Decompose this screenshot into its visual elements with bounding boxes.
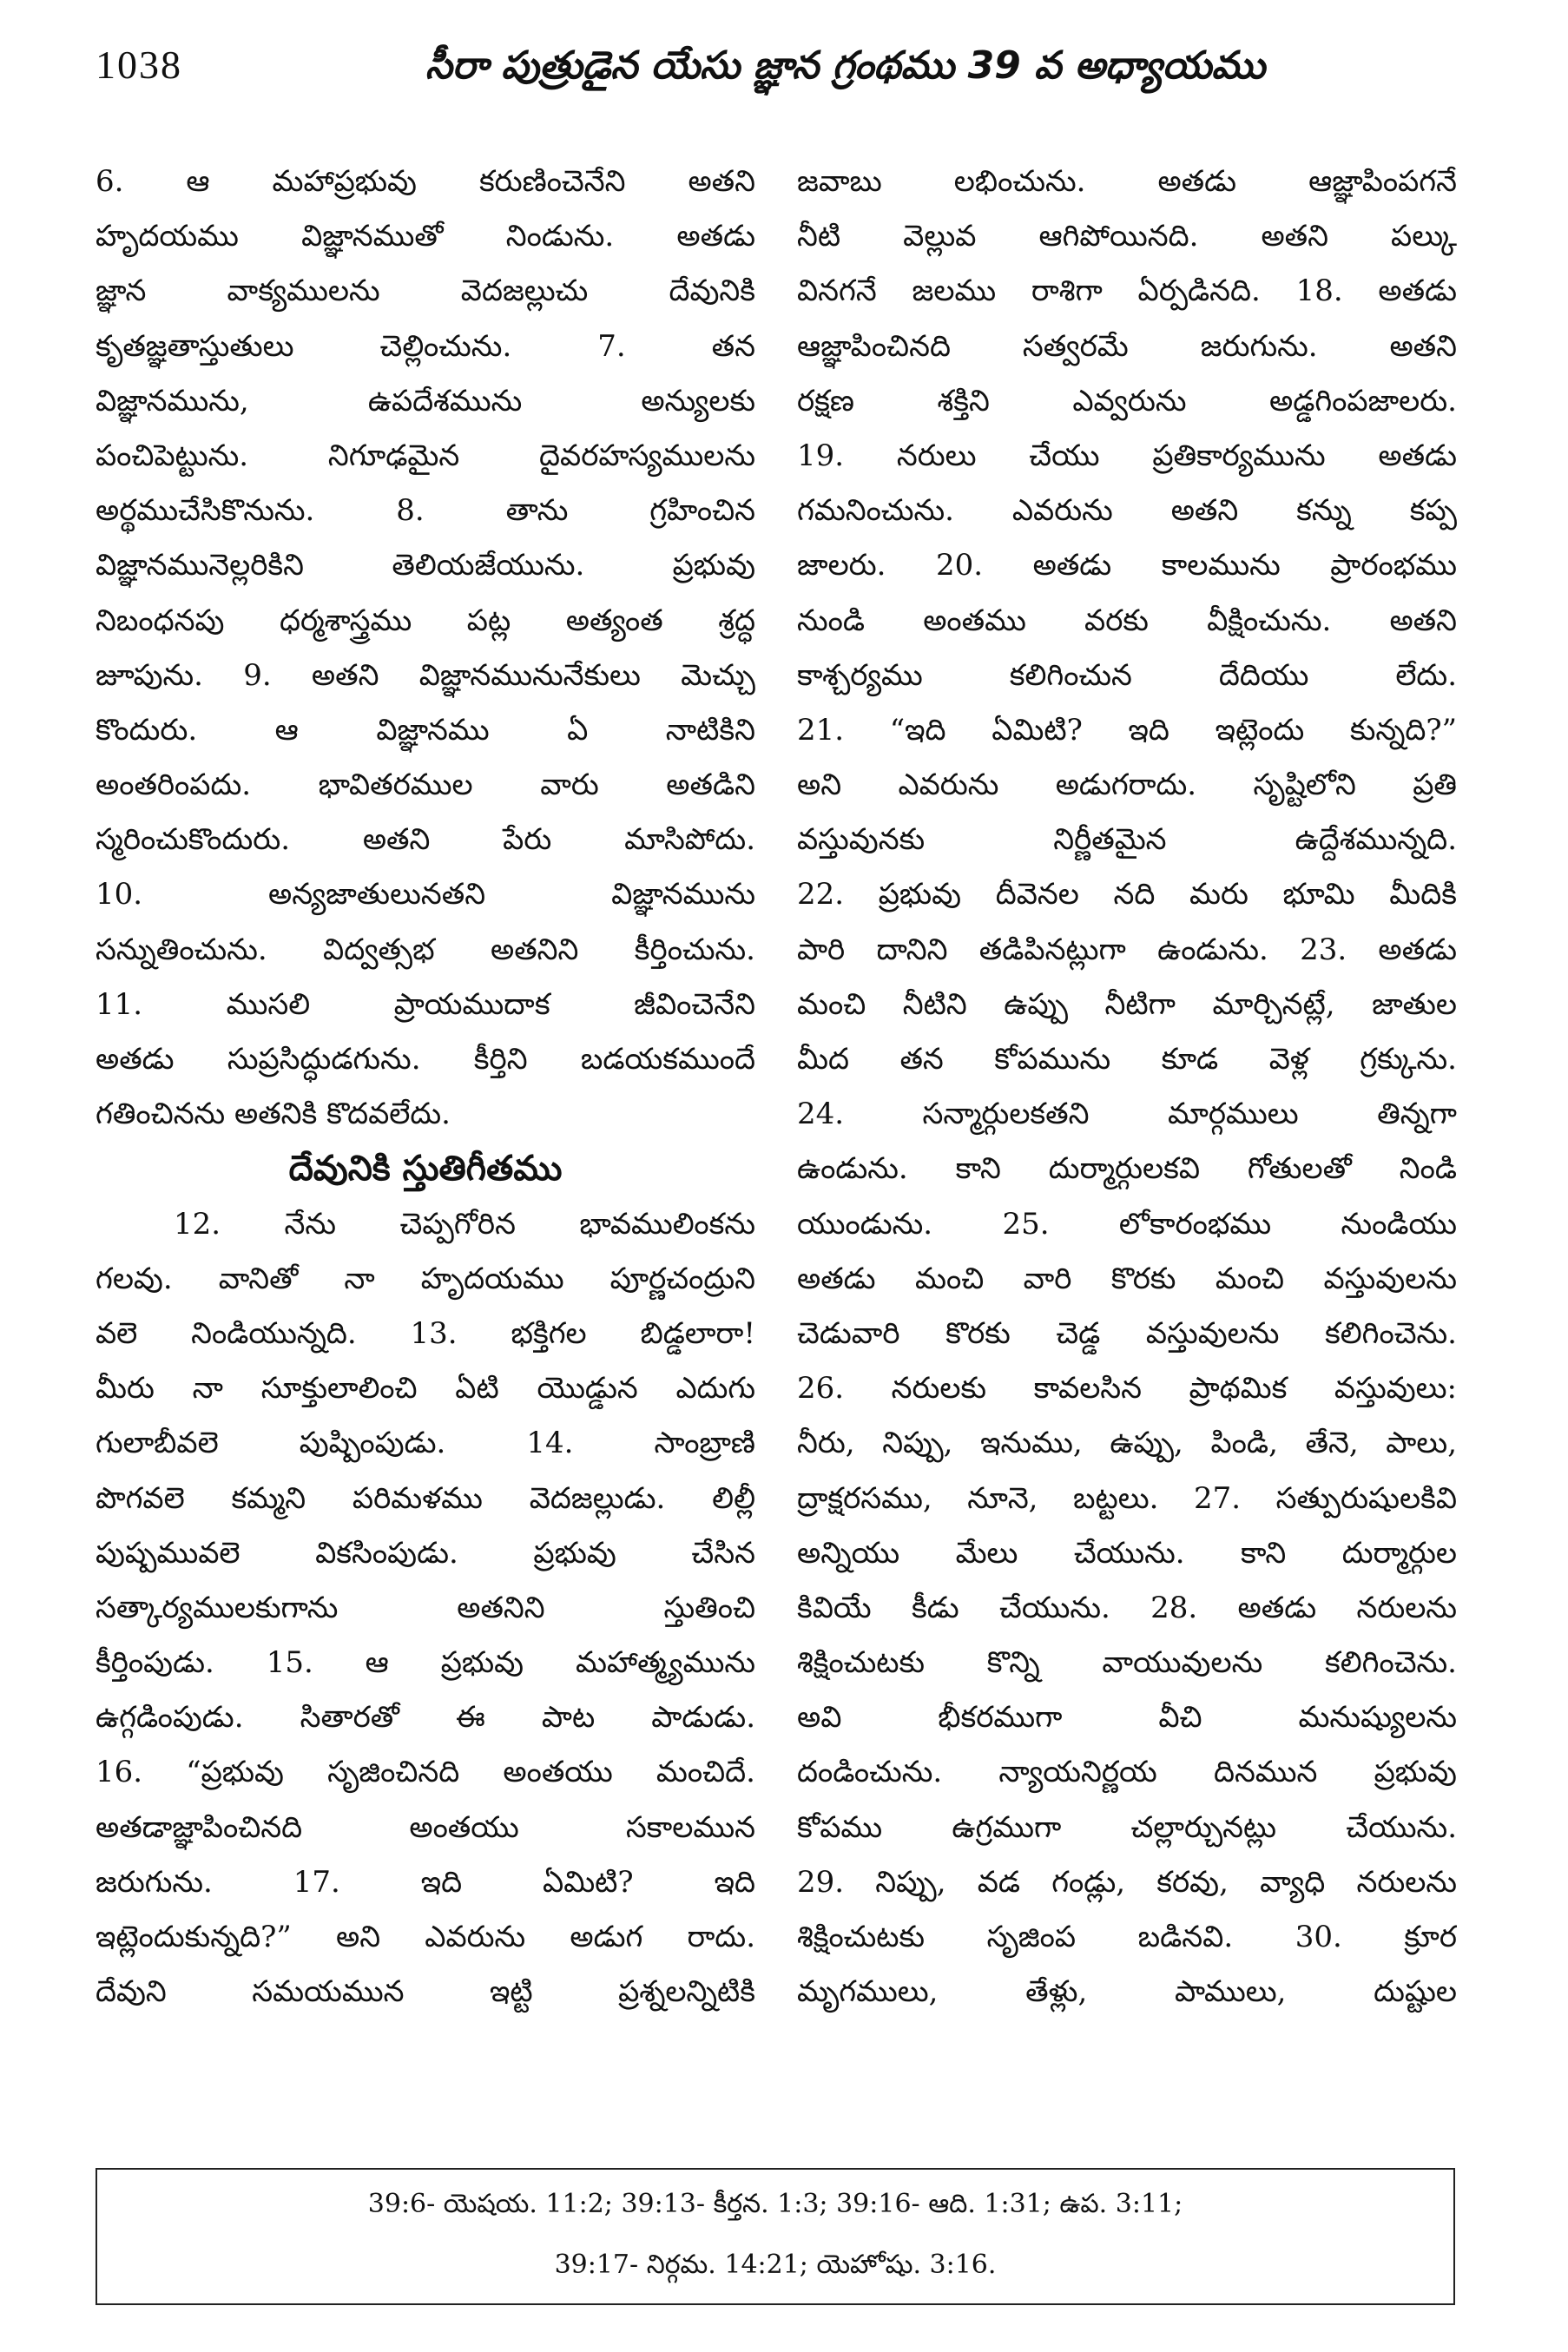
text-line: కివియే కీడు చేయును. 28. అతడు నరులను [797,1590,1457,1625]
text-line: మృగములు, తేళ్లు, పాములు, దుష్టుల [797,1974,1457,2010]
text-line: జూపును. 9. అతని విజ్ఞానమునునేకులు మెచ్చు [96,657,755,693]
text-line: పంచిపెట్టును. నిగూఢమైన దైవరహస్యములను [96,438,755,473]
text-line: కొందురు. ఆ విజ్ఞానము ఏ నాటికిని [96,712,755,748]
text-line: గులాబీవలె పుష్పింపుడు. 14. సాంబ్రాణి [96,1426,755,1461]
text-line: సత్కార్యములకుగాను అతనిని స్తుతించి [96,1590,755,1625]
text-line: 6. ఆ మహాప్రభువు కరుణించెనేని అతని [96,164,755,199]
text-line: సన్నుతించును. విద్వత్సభ అతనిని కీర్తించును. [96,932,755,967]
text-line: అతడు సుప్రసిద్ధుడగును. కీర్తిని బడయకముందే [96,1042,755,1077]
text-line: అని ఎవరును అడుగరాదు. సృష్టిలోని ప్రతి [797,768,1457,803]
text-line: అంతరింపదు. భావితరముల వారు అతడిని [96,768,755,803]
text-line: యుండును. 25. లోకారంభము నుండియు [797,1206,1457,1242]
text-line: పొగవలె కమ్మని పరిమళము వెదజల్లుడు. లిల్లీ [96,1480,755,1516]
text-line: 22. ప్రభువు దీవెనల నది మరు భూమి మీదికి [797,877,1457,912]
text-line: నీటి వెల్లువ ఆగిపోయినది. అతని పల్కు [797,219,1457,254]
text-line: మీద తన కోపమును కూడ వెళ్ల గ్రక్కును. [797,1042,1457,1077]
text-line: 16. “ప్రభువు సృజించినది అంతయు మంచిదే. [96,1755,755,1790]
text-line: 29. నిప్పు, వడ గండ్లు, కరవు, వ్యాధి నరులను [797,1864,1457,1900]
text-line: ద్రాక్షరసము, నూనె, బట్టలు. 27. సత్పురుషులకివి [797,1480,1457,1516]
footnote-line: 39:17- నిర్గమ. 14:21; యెహోషు. 3:16. [554,2250,997,2280]
text-line: కీర్తింపుడు. 15. ఆ ప్రభువు మహాత్మ్యమును [96,1645,755,1681]
footnote-line: 39:6- యెషయ. 11:2; 39:13- కీర్తన. 1:3; 39:16- ఆది. 1:31; ఉప. 3:11; [367,2189,1183,2219]
text-line: శిక్షించుటకు సృజింప బడినవి. 30. క్రూర [797,1920,1457,1954]
text-line: జరుగును. 17. ఇది ఏమిటి? ఇది [96,1864,755,1900]
text-line: చెడువారి కొరకు చెడ్డ వస్తువులను కలిగించెను. [797,1315,1457,1351]
text-line: జాలరు. 20. అతడు కాలమును ప్రారంభము [797,548,1457,583]
text-line: ఉగ్గడింపుడు. సితారతో ఈ పాట పాడుడు. [96,1700,755,1736]
text-line: అన్నియు మేలు చేయును. కాని దుర్మార్గుల [797,1535,1457,1571]
text-line: విజ్ఞానమును, ఉపదేశమును అన్యులకు [96,383,755,418]
text-line: 10. అన్యజాతులునతని విజ్ఞానమును [96,877,755,912]
footnote-box [96,2168,1455,2305]
text-line: మీరు నా సూక్తులాలించి ఏటి యొడ్డున ఎదుగు [96,1371,755,1407]
text-line: విజ్ఞానమునెల్లరికిని తెలియజేయును. ప్రభువు [96,548,755,583]
text-line: గలవు. వానితో నా హృదయము పూర్ణచంద్రుని [96,1261,755,1296]
text-line: అతడు మంచి వారి కొరకు మంచి వస్తువులను [797,1261,1457,1296]
page-number: 1038 [96,43,182,87]
text-line: ఇట్లెందుకున్నది?” అని ఎవరును అడుగ రాదు. [96,1920,755,1954]
text-line: దేవుని సమయమున ఇట్టి ప్రశ్నలన్నిటికి [96,1974,755,2010]
text-line: అర్థముచేసికొనును. 8. తాను గ్రహించిన [96,493,755,529]
text-line: మంచి నీటిని ఉప్పు నీటిగా మార్చినట్లే, జాతుల [797,986,1457,1022]
text-line: వినగనే జలము రాశిగా ఏర్పడినది. 18. అతడు [797,273,1457,309]
text-line: జ్ఞాన వాక్యములను వెదజల్లుచు దేవునికి [96,273,755,309]
text-line: అవి భీకరముగా వీచి మనుష్యులను [797,1700,1457,1736]
text-line: హృదయము విజ్ఞానముతో నిండును. అతడు [96,219,755,254]
text-line: జవాబు లభించును. అతడు ఆజ్ఞాపింపగనే [797,164,1457,199]
right-column [797,155,1457,2019]
text-line: శిక్షించుటకు కొన్ని వాయువులను కలిగించెను. [797,1645,1457,1681]
text-line: పారి దానిని తడిపినట్లుగా ఉండును. 23. అతడు [797,932,1457,967]
text-line: కాశ్చర్యము కలిగించున దేదియు లేదు. [797,657,1457,693]
text-line: కోపము ఉగ్రముగా చల్లార్చునట్లు చేయును. [797,1809,1457,1845]
text-line: 26. నరులకు కావలసిన ప్రాథమిక వస్తువులు: [797,1371,1457,1407]
running-title: సీరా పుత్రుడైన యేసు జ్ఞాన గ్రంథము 39 వ అధ్యాయము [425,43,1266,88]
text-line: ఉండును. కాని దుర్మార్గులకవి గోతులతో నిండి [797,1151,1457,1187]
text-line: ఆజ్ఞాపించినది సత్వరమే జరుగును. అతని [797,328,1457,364]
text-line: వలె నిండియున్నది. 13. భక్తిగల బిడ్డలారా! [96,1315,755,1351]
text-line: 12. నేను చెప్పగోరిన భావములింకను [174,1206,755,1242]
text-line: కృతజ్ఞతాస్తుతులు చెల్లించును. 7. తన [96,328,755,364]
text-line: 24. సన్మార్గులకతని మార్గములు తిన్నగా [797,1097,1457,1132]
text-line: 19. నరులు చేయు ప్రతికార్యమును అతడు [797,438,1457,473]
text-line: స్మరించుకొందురు. అతని పేరు మాసిపోదు. [96,822,755,858]
page-header [96,42,1467,111]
text-line: పుష్పమువలె వికసింపుడు. ప్రభువు చేసిన [96,1535,755,1571]
text-line: గమనించును. ఎవరును అతని కన్ను కప్ప [797,493,1457,529]
text-line: నీరు, నిప్పు, ఇనుము, ఉప్పు, పిండి, తేనె, పాలు, [797,1426,1457,1461]
section-heading: దేవునికి స్తుతిగీతము [288,1149,563,1189]
text-line: గతించినను అతనికి కొదవలేదు. [96,1097,451,1132]
left-column [96,155,755,2019]
text-line: 21. “ఇది ఏమిటి? ఇది ఇట్లెందు కున్నది?” [797,712,1457,748]
text-line: రక్షణ శక్తిని ఎవ్వరును అడ్డగింపజాలరు. [797,383,1457,418]
text-line: నిబంధనపు ధర్మశాస్త్రము పట్ల అత్యంత శ్రద్ధ [96,603,755,638]
text-line: వస్తువునకు నిర్ణీతమైన ఉద్దేశమున్నది. [797,822,1457,858]
text-line: దండించును. న్యాయనిర్ణయ దినమున ప్రభువు [797,1755,1457,1790]
text-line: 11. ముసలి ప్రాయముదాక జీవించెనేని [96,986,755,1022]
text-line: అతడాజ్ఞాపించినది అంతయు సకాలమున [96,1809,755,1845]
text-line: నుండి అంతము వరకు వీక్షించును. అతని [797,603,1457,638]
